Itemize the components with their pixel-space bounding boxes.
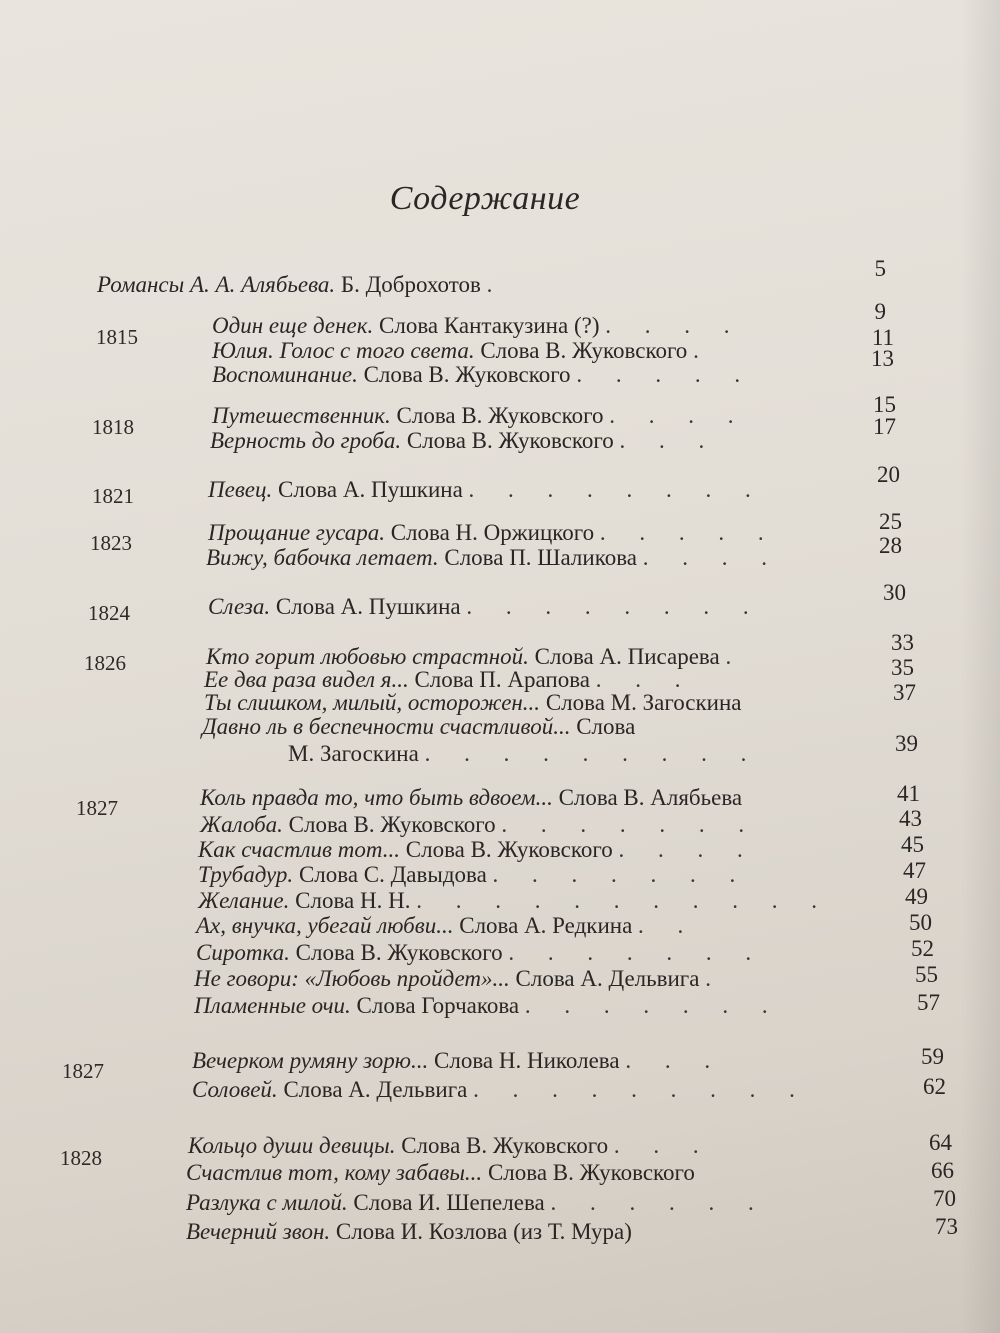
toc-entry — [186, 1160, 695, 1186]
toc-entry — [198, 888, 831, 914]
entry-author: Слова А. Пушкина — [278, 477, 463, 502]
entry-author: Слова В. Жуковского — [487, 1160, 695, 1185]
toc-entry — [194, 993, 782, 1019]
year-label: 1815 — [96, 325, 138, 349]
entry-author: Слова В. Жуковского — [406, 428, 614, 453]
entry-author: Слова В. Жуковского — [401, 1133, 609, 1158]
toc-entry — [200, 812, 758, 838]
leader-dots: . . . — [595, 667, 695, 692]
toc-entry — [210, 428, 718, 454]
year-label: 1827 — [76, 796, 118, 820]
entry-title: Вижу, бабочка летает. — [206, 545, 439, 570]
page-number: 70 — [933, 1186, 956, 1211]
entry-author: Слова В. Жуковского — [405, 837, 613, 862]
toc-entry — [208, 594, 763, 620]
entry-author: Слова И. Козлова (из Т. Мура) — [335, 1219, 632, 1244]
toc-entry — [202, 714, 635, 740]
entry-author: Слова А. Писарева — [534, 644, 720, 669]
page-number: 45 — [901, 832, 924, 857]
leader-dots: . . . . . . . . . — [473, 1077, 809, 1102]
page-number: 15 — [873, 392, 896, 417]
toc-entry-continued — [288, 741, 760, 767]
entry-author: Слова Н. Оржицкого — [390, 520, 595, 545]
entry-title: Путешественник. — [212, 403, 391, 428]
year-label: 1824 — [88, 601, 130, 625]
entry-title: Соловей. — [192, 1077, 278, 1102]
entry-title: Давно ль в беспечности счастливой... — [202, 714, 571, 739]
entry-title: Желание. — [198, 888, 290, 913]
toc-entry — [212, 362, 754, 388]
leader-dots: . . . — [613, 1133, 713, 1158]
entry-author: Слова Горчакова — [356, 993, 520, 1018]
entry-title: Вечерком румяну зорю... — [192, 1048, 429, 1073]
page-number: 64 — [929, 1130, 952, 1155]
page-number: 50 — [909, 910, 932, 935]
entry-author: М. Загоскина — [288, 741, 419, 766]
toc-entry — [192, 1048, 724, 1074]
toc-entry — [208, 520, 778, 546]
leader-dots: . . . . . . . . . . . — [416, 888, 831, 913]
leader-dots: . . . — [619, 428, 719, 453]
page-number: 30 — [883, 580, 906, 605]
entry-author: Слова А. Дельвига — [515, 966, 700, 991]
page-number: 9 — [874, 299, 886, 324]
entry-author: Слова А. Пушкина — [275, 594, 461, 619]
toc-entry — [212, 313, 743, 339]
entry-author: Слова В. Жуковского — [396, 403, 604, 428]
entry-title: Слеза. — [208, 594, 271, 619]
toc-entry — [212, 403, 747, 429]
entry-title: Ах, внучка, убегай любви... — [196, 913, 454, 938]
leader-dots: . . . . — [618, 837, 757, 862]
entry-title: Кто горит любовью страстной. — [206, 644, 529, 669]
page-title: Содержание — [389, 180, 581, 217]
entry-title: Как счастлив тот... — [198, 837, 400, 862]
toc-entry — [212, 338, 713, 364]
page-number: 73 — [935, 1214, 958, 1239]
leader-dots: . . . . . — [576, 362, 755, 387]
entry-author: Слова П. Арапова — [414, 667, 590, 692]
entry-title: Счастлив тот, кому забавы... — [186, 1160, 483, 1185]
page-number: 28 — [879, 533, 902, 558]
page-number: 66 — [931, 1158, 954, 1183]
entry-title: Вечерний звон. — [186, 1219, 331, 1244]
leader-dots: . . . . . . — [550, 1190, 768, 1215]
entry-author: Слова И. Шепелева — [353, 1190, 545, 1215]
page-number: 52 — [911, 936, 934, 961]
entry-title: Разлука с милой. — [186, 1190, 348, 1215]
leader-dots: . . . — [625, 1048, 725, 1073]
toc-entry — [194, 966, 725, 992]
year-label: 1823 — [90, 531, 132, 555]
entry-title: Сиротка. — [196, 940, 290, 965]
entry-title: Верность до гроба. — [210, 428, 402, 453]
toc-entry — [200, 785, 742, 811]
page-number: 11 — [871, 325, 894, 350]
entry-title: Один еще денек. — [212, 313, 374, 338]
entry-title: Певец. — [208, 477, 273, 502]
toc-entry — [97, 272, 506, 298]
leader-dots: . — [693, 338, 713, 363]
page-number: 55 — [915, 962, 938, 987]
entry-title: Ты слишком, милый, осторожен... — [204, 690, 541, 715]
leader-dots: . . . . . . . — [524, 993, 782, 1018]
page-number: 57 — [917, 990, 940, 1015]
page-edge-shadow — [960, 0, 1000, 1333]
page-number: 62 — [923, 1074, 946, 1099]
toc-entry — [192, 1077, 809, 1103]
year-label: 1828 — [60, 1146, 102, 1170]
entry-author: Слова А. Дельвига — [283, 1077, 468, 1102]
entry-author: Слова Н. Николева — [434, 1048, 620, 1073]
toc-entry — [206, 545, 781, 571]
entry-title: Трубадур. — [198, 862, 294, 887]
toc-entry — [208, 477, 765, 503]
leader-dots: . . . . . — [599, 520, 778, 545]
page-number: 33 — [891, 630, 914, 655]
entry-author: Б. Доброхотов — [340, 272, 481, 297]
year-label: 1826 — [84, 651, 126, 675]
page-number: 5 — [874, 256, 886, 281]
leader-dots: . . . . — [642, 545, 781, 570]
entry-title: Пламенные очи. — [194, 993, 351, 1018]
entry-title: Юлия. Голос с того света. — [212, 338, 475, 363]
page-number: 47 — [903, 858, 926, 883]
leader-dots: . — [486, 272, 507, 297]
toc-entry — [186, 1219, 632, 1245]
entry-author: Слова М. Загоскина — [545, 690, 742, 715]
entry-author: Слова В. Жуковского — [363, 362, 571, 387]
toc-entry — [196, 913, 697, 939]
entry-author: Слова Н. Н. — [295, 888, 411, 913]
year-label: 1821 — [92, 484, 134, 508]
entry-title: Прощание гусара. — [208, 520, 385, 545]
page-number: 39 — [895, 731, 918, 756]
leader-dots: . . . . — [605, 313, 744, 338]
entry-author: Слова П. Шаликова — [444, 545, 637, 570]
entry-author: Слова С. Давыдова — [298, 862, 487, 887]
entry-author: Слова В. Жуковского — [295, 940, 503, 965]
toc-entry — [198, 862, 749, 888]
entry-title: Кольцо души девицы. — [188, 1133, 396, 1158]
entry-title: Воспоминание. — [212, 362, 358, 387]
entry-author: Слова Кантакузина (?) — [379, 313, 600, 338]
leader-dots: . — [725, 644, 746, 669]
entry-title: Не говори: «Любовь пройдет»... — [194, 966, 510, 991]
year-label: 1818 — [92, 415, 134, 439]
page-number: 17 — [873, 414, 896, 439]
page-number: 49 — [905, 884, 928, 909]
page-number: 35 — [891, 655, 914, 680]
entry-author: Слова В. Алябьева — [558, 785, 743, 810]
leader-dots: . . . . . . . . — [466, 594, 763, 619]
leader-dots: . — [705, 966, 725, 991]
entry-title: Романсы А. А. Алябьева. — [97, 272, 336, 297]
entry-author: Слова А. Редкина — [459, 913, 633, 938]
toc-entry — [196, 940, 765, 966]
leader-dots: . . . . . . . — [508, 940, 766, 965]
page-number: 43 — [899, 806, 922, 831]
year-label: 1827 — [62, 1059, 104, 1083]
entry-title: Жалоба. — [200, 812, 283, 837]
leader-dots: . . . . . . . — [501, 812, 759, 837]
toc-entry — [186, 1190, 768, 1216]
entry-author: Слова В. Жуковского — [480, 338, 688, 363]
entry-title: Ее два раза видел я... — [204, 667, 409, 692]
leader-dots: . . . . . . . . — [468, 477, 765, 502]
page-number: 25 — [879, 509, 902, 534]
page-number: 20 — [877, 462, 900, 487]
leader-dots: . . . . . . . — [492, 862, 750, 887]
entry-title: Коль правда то, что быть вдвоем... — [200, 785, 553, 810]
page-number: 13 — [871, 346, 894, 371]
page-number: 41 — [897, 781, 920, 806]
leader-dots: . . . . . . . . . — [424, 741, 761, 766]
leader-dots: . . . . — [609, 403, 748, 428]
page-number: 37 — [893, 680, 916, 705]
toc-entry — [188, 1133, 713, 1159]
toc-entry — [204, 690, 741, 716]
toc-entry — [198, 837, 757, 863]
leader-dots: . . — [638, 913, 698, 938]
page-number: 59 — [921, 1044, 944, 1069]
entry-author: Слова В. Жуковского — [288, 812, 496, 837]
entry-author: Слова — [576, 714, 636, 739]
